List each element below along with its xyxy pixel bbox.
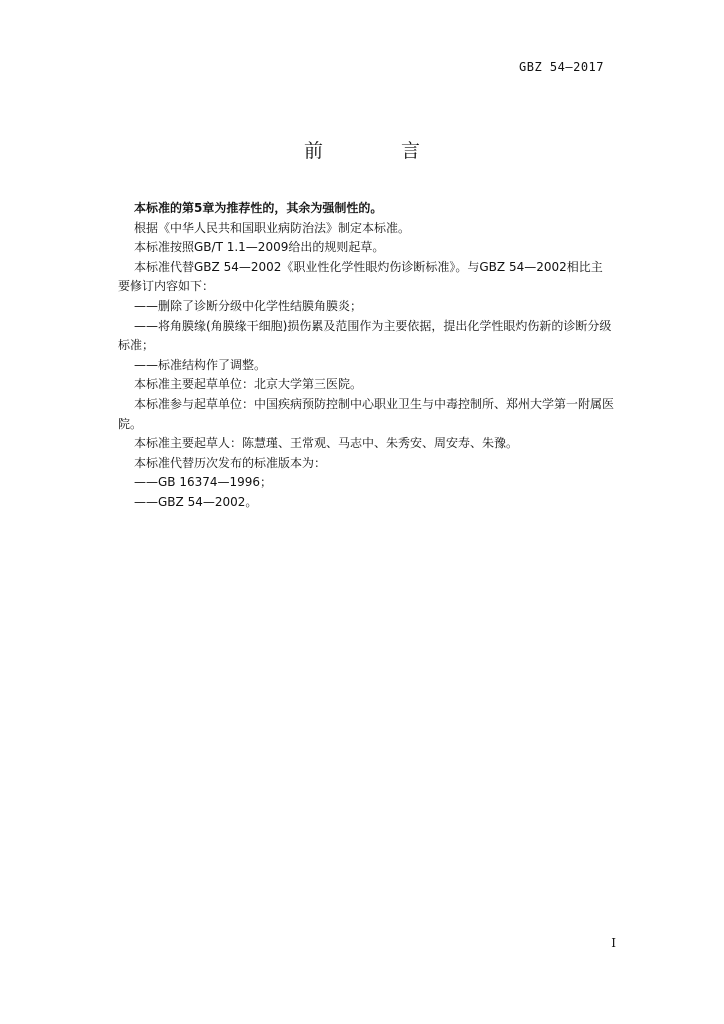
- paragraph: 本标准代替GBZ 54—2002《职业性化学性眼灼伤诊断标准》。与GBZ 54—2002相比主要修订内容如下：: [118, 259, 603, 294]
- paragraph: 本标准主要起草人：陈慧瑾、王常观、马志中、朱秀安、周安寿、朱豫。: [134, 436, 519, 451]
- header-code: GBZ 54—2017: [519, 60, 604, 74]
- document-body: [118, 199, 614, 513]
- paragraph: 本标准代替历次发布的标准版本为：: [134, 455, 327, 470]
- list-item: ——GBZ 54—2002。: [134, 494, 258, 509]
- paragraph: 本标准的第5章为推荐性的，其余为强制性的。: [134, 201, 383, 215]
- page-number: I: [611, 936, 616, 950]
- page-title: 前 言: [303, 140, 457, 162]
- paragraph: 本标准参与起草单位：中国疾病预防控制中心职业卫生与中毒控制所、郑州大学第一附属医院。: [118, 396, 615, 431]
- list-item: ——标准结构作了调整。: [134, 357, 267, 372]
- paragraph: 根据《中华人民共和国职业病防治法》制定本标准。: [134, 220, 411, 235]
- paragraph: 本标准按照GB/T 1.1—2009给出的规则起草。: [134, 240, 385, 255]
- paragraph: 本标准主要起草单位：北京大学第三医院。: [134, 377, 363, 392]
- list-item: ——将角膜缘(角膜缘干细胞)损伤累及范围作为主要依据，提出化学性眼灼伤新的诊断分级标准；: [118, 318, 612, 353]
- list-item: ——GB 16374—1996；: [134, 475, 273, 490]
- list-item: ——删除了诊断分级中化学性结膜角膜炎；: [134, 298, 363, 313]
